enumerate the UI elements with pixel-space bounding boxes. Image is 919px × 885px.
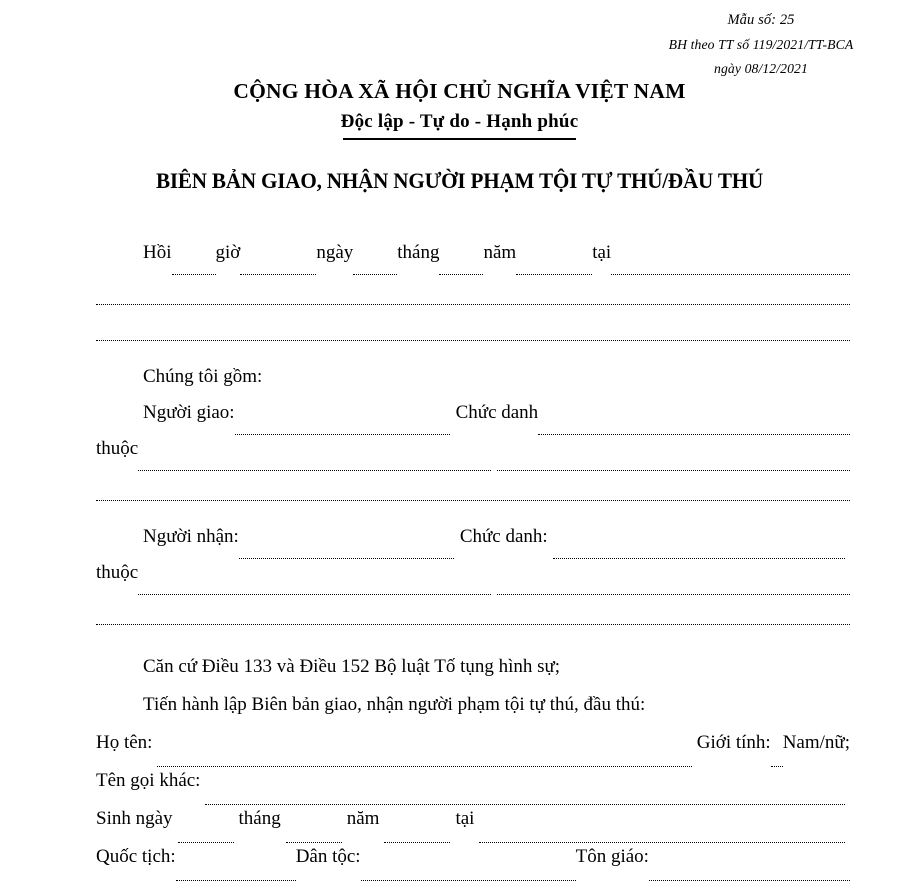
place-label: tại <box>592 243 612 263</box>
spacer <box>96 635 850 657</box>
place-continuation-line-1 <box>96 279 850 315</box>
giver-unit-field-b[interactable] <box>497 469 850 471</box>
form-body <box>96 243 850 885</box>
month-field[interactable] <box>439 273 483 275</box>
receiver-unit-field-a[interactable] <box>138 593 491 595</box>
alias-field[interactable] <box>205 803 845 805</box>
country-name: CỘNG HÒA XÃ HỘI CHỦ NGHĨA VIỆT NAM <box>233 79 686 103</box>
legal-citation: Căn cứ Điều 133 và Điều 152 Bộ luật Tố tụng hình sự; <box>143 657 561 677</box>
giver-unit-line <box>96 439 850 475</box>
ethnicity-label: Dân tộc: <box>295 847 361 867</box>
receiver-unit-label: thuộc <box>96 563 139 583</box>
place-field-cont-2[interactable] <box>96 339 850 341</box>
spacer <box>96 351 850 367</box>
form-circular-ref: BH theo TT số 119/2021/TT-BCA <box>668 36 854 52</box>
gender-label: Giới tính: <box>696 733 771 753</box>
participants-intro: Chúng tôi gồm: <box>143 367 263 387</box>
legal-action: Tiến hành lập Biên bản giao, nhận người phạm tội tự thú, đầu thú: <box>143 695 646 715</box>
nationality-field[interactable] <box>176 879 296 881</box>
receiver-unit-field-b[interactable] <box>497 593 850 595</box>
giver-unit-field-cont[interactable] <box>96 499 850 501</box>
gender-value: Nam/nữ; <box>782 733 850 753</box>
spacer <box>96 511 850 527</box>
giver-name-field[interactable] <box>235 433 450 435</box>
day-label: ngày <box>316 243 354 263</box>
birth-day-field[interactable] <box>178 841 234 843</box>
ethnicity-field[interactable] <box>361 879 576 881</box>
religion-label: Tôn giáo: <box>575 847 649 867</box>
place-field[interactable] <box>611 273 850 275</box>
receiver-title-field[interactable] <box>553 557 845 559</box>
fullname-line <box>96 733 850 771</box>
birth-year-label: năm <box>346 809 380 829</box>
giver-title-label: Chức danh <box>455 403 539 423</box>
form-meta-block <box>631 8 891 80</box>
receiver-unit-field-cont[interactable] <box>96 623 850 625</box>
fullname-label: Họ tên: <box>96 733 153 753</box>
legal-citation-line <box>96 657 850 695</box>
motto-underline <box>343 138 577 140</box>
receiver-line <box>96 527 850 563</box>
nationality-line <box>96 847 850 885</box>
hour-unit: giờ <box>215 243 241 263</box>
birth-month-field[interactable] <box>286 841 342 843</box>
place-field-cont-1[interactable] <box>96 303 850 305</box>
receiver-name-field[interactable] <box>239 557 454 559</box>
minute-field[interactable] <box>240 273 316 275</box>
birth-month-label: tháng <box>238 809 281 829</box>
national-heading <box>0 78 919 140</box>
day-field[interactable] <box>353 273 397 275</box>
giver-unit-continuation-line <box>96 475 850 511</box>
nationality-label: Quốc tịch: <box>96 847 176 867</box>
year-label: năm <box>483 243 517 263</box>
place-continuation-line-2 <box>96 315 850 351</box>
alias-label: Tên gọi khác: <box>96 771 201 791</box>
national-motto: Độc lập - Tự do - Hạnh phúc <box>340 110 579 132</box>
giver-unit-field-a[interactable] <box>138 469 491 471</box>
motto-wrap <box>337 110 583 140</box>
page-title: BIÊN BẢN GIAO, NHẬN NGƯỜI PHẠM TỘI TỰ THÚ/ĐẦU THÚ <box>155 168 764 193</box>
gender-field[interactable] <box>771 765 783 767</box>
form-issue-date: ngày 08/12/2021 <box>714 60 808 76</box>
birth-place-field[interactable] <box>479 841 845 843</box>
receiver-title-label: Chức danh: <box>459 527 548 547</box>
giver-label: Người giao: <box>143 403 235 423</box>
form-number: Mẫu số: 25 <box>727 12 795 28</box>
birth-line <box>96 809 850 847</box>
giver-title-field[interactable] <box>538 433 850 435</box>
birth-year-field[interactable] <box>384 841 450 843</box>
giver-line <box>96 403 850 439</box>
birth-place-label: tại <box>455 809 475 829</box>
giver-unit-label: thuộc <box>96 439 139 459</box>
alias-line <box>96 771 850 809</box>
receiver-unit-line <box>96 563 850 599</box>
birth-label: Sinh ngày <box>96 809 173 829</box>
religion-field[interactable] <box>649 879 850 881</box>
receiver-unit-continuation-line <box>96 599 850 635</box>
hour-label: Hồi <box>143 243 172 263</box>
month-label: tháng <box>397 243 440 263</box>
receiver-label: Người nhận: <box>143 527 239 547</box>
datetime-place-line <box>96 243 850 279</box>
hour-field[interactable] <box>172 273 216 275</box>
legal-action-line <box>96 695 850 733</box>
fullname-field[interactable] <box>157 765 691 767</box>
participants-intro-line <box>96 367 850 403</box>
year-field[interactable] <box>516 273 592 275</box>
